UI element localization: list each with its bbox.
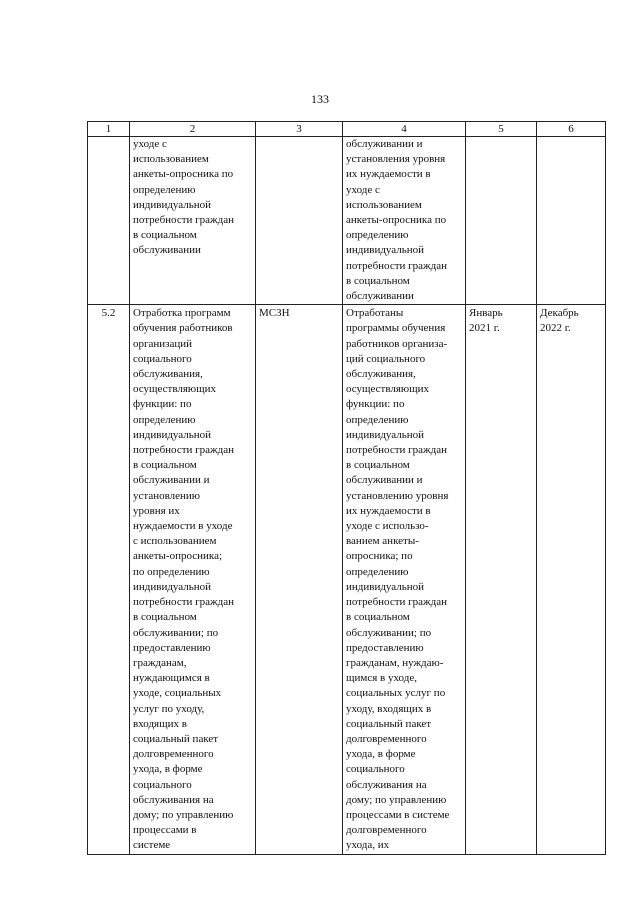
result-text: Отработаны программы обучения работников организа- ций социального обслуживания, осуществляющих функции: по определению индивидуальной потребности граждан в социальном обслуживании и установлению уровня их нуждаемости в уходе с использо- ванием анкеты- опросника; по определению индивидуальной потребности граждан в социальном обслуживании; по предоставлению гражданам, нуждаю- щимся в уходе, социальных услуг по уходу, входящих в социальный пакет долговременного ухода, в форме социального обслуживания на дому; по управлению процессами в системе долговременного ухода, их <box>346 307 450 852</box>
result-cell <box>343 305 466 854</box>
measure-text: уходе с использованием анкеты-опросника по определению индивидуальной потребности граждан в социальном обслуживании <box>133 138 235 257</box>
row-number-cell <box>88 305 130 854</box>
end-date-cell <box>537 137 606 305</box>
column-header-5: 5 <box>466 122 537 137</box>
column-header-1: 1 <box>88 122 130 137</box>
start-date-text: Январь 2021 г. <box>469 307 503 335</box>
column-header-4: 4 <box>343 122 466 137</box>
row-number-cell <box>88 137 130 305</box>
table-header-row <box>88 122 606 137</box>
row-number: 5.2 <box>101 307 116 320</box>
column-header-3: 3 <box>256 122 343 137</box>
executor-cell <box>256 305 343 854</box>
end-date-text: Декабрь 2022 г. <box>540 307 579 335</box>
executor-cell <box>256 137 343 305</box>
measure-cell <box>130 137 256 305</box>
executor-text: МСЗН <box>259 307 290 320</box>
measure-text: Отработка программ обучения работников организаций социального обслуживания, осуществляющих функции: по определению индивидуальной потребности граждан в социальном обслуживании и установлению уровня их нуждаемости в уходе с использованием анкеты-опросника; по определению индивидуальной потребности граждан в социальном обслуживании; по предоставлению гражданам, нуждающимся в уходе, социальных услуг по уходу, входящих в социальный пакет долговременного ухода, в форме социального обслуживания на дому; по управлению процессами в системе <box>133 307 235 852</box>
measures-table <box>87 121 606 855</box>
result-text: обслуживании и установления уровня их нуждаемости в уходе с использованием анкеты-опросника по определению индивидуальной потребности граждан в социальном обслуживании <box>346 138 448 303</box>
table-row-5-2 <box>88 305 606 854</box>
table-row-continuation <box>88 137 606 305</box>
column-header-6: 6 <box>537 122 606 137</box>
end-date-cell <box>537 305 606 854</box>
start-date-cell <box>466 137 537 305</box>
column-header-2: 2 <box>130 122 256 137</box>
page-number: 133 <box>311 92 329 106</box>
measure-cell <box>130 305 256 854</box>
start-date-cell <box>466 305 537 854</box>
result-cell <box>343 137 466 305</box>
